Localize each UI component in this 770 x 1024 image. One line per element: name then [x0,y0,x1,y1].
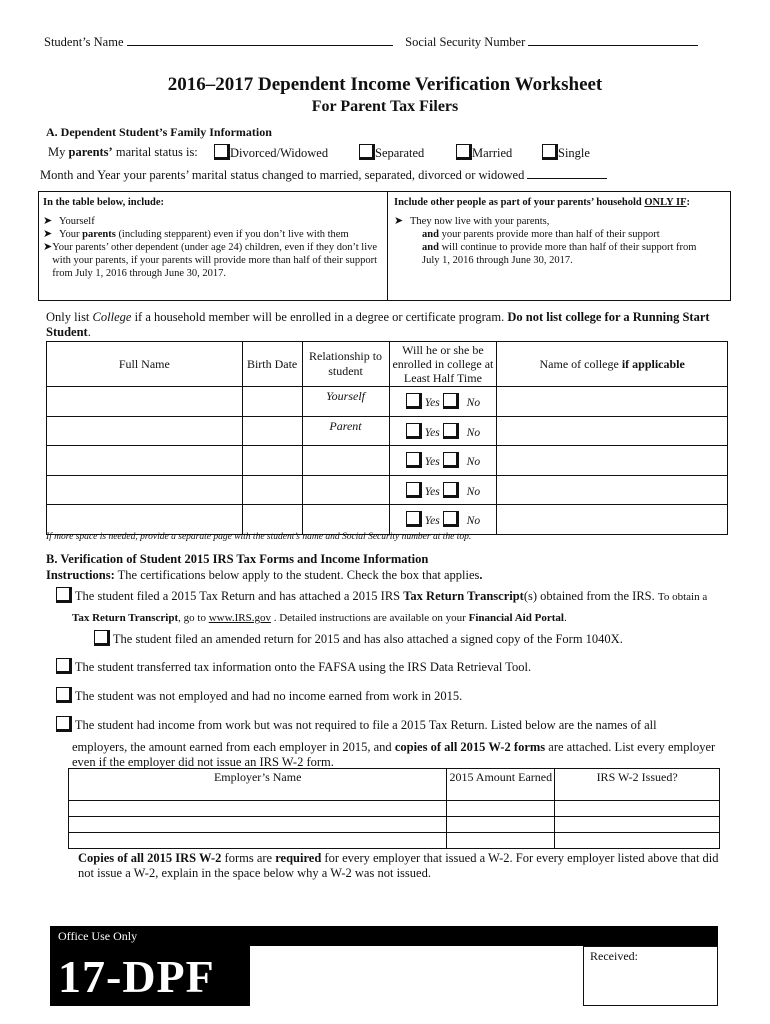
arrow-icon: ➤ [394,215,404,227]
yes-checkbox[interactable] [406,423,422,439]
marital-parents: parents’ [68,145,113,159]
option-label: Married [472,146,513,160]
cell-employer-name[interactable] [69,833,447,849]
office-use-label: Office Use Only [58,929,138,943]
yes-label: Yes [424,515,440,528]
marital-change-label: Month and Year your parents’ marital status changed to married, separated, divorced or widowed [40,168,525,182]
cell-birth-date[interactable] [242,446,302,476]
irs-link[interactable]: www.IRS.gov [208,612,271,624]
arrow-icon: ➤ [43,228,53,240]
checkbox[interactable] [94,630,110,646]
option-tax-transcript [56,587,707,604]
include-item [43,215,383,228]
household-row [47,446,728,476]
section-a-heading: A. Dependent Student’s Family Information [46,125,272,139]
t: The student filed an amended return for 2015 and has also attached a signed copy of the Form 1040X. [112,632,623,646]
employer-header-row [69,769,720,801]
t: . [87,325,91,339]
t: and [422,242,439,253]
yes-label: Yes [424,485,440,498]
household-header-row [47,342,728,387]
t: will continue to provide more than half of their support from [438,242,697,253]
no-checkbox[interactable] [443,423,459,439]
student-header [44,35,698,50]
header-w2-issued: IRS W-2 Issued? [555,769,720,801]
t: Your [59,229,83,240]
cell-college[interactable] [497,387,728,417]
cell-enrolled [389,446,497,476]
marital-change-field[interactable] [527,178,607,179]
include-item: July 1, 2016 through June 30, 2017. [422,255,573,266]
option-label: Divorced/Widowed [230,146,329,160]
yes-label: Yes [424,456,440,469]
cell-full-name[interactable] [47,387,243,417]
t: Tax Return Transcript [72,612,179,624]
marital-option-single[interactable] [542,144,590,161]
header-full-name: Full Name [47,342,243,387]
header-college [497,342,728,387]
cell-birth-date[interactable] [242,475,302,505]
arrow-icon: ➤ [43,215,53,227]
household-footnote: If more space is needed, provide a separate page with the student’s name and Social Security number at the top. [46,532,472,542]
marital-status-prompt [48,145,198,160]
t: Do not list college for a Running Start Student [46,310,710,339]
option-not-required-line2 [72,740,715,755]
header-relationship: Relationship to student [302,342,389,387]
employer-table [68,768,720,849]
cell-birth-date[interactable] [242,416,302,446]
cell-amount[interactable] [447,817,555,833]
cell-college[interactable] [497,416,728,446]
household-row [47,475,728,505]
t: Tax Return Transcript [403,589,524,603]
t: ONLY IF [644,197,687,208]
t: The student transferred tax information onto the FAFSA using the IRS Data Retrieval Tool. [74,660,532,674]
t: forms are [221,851,276,865]
page-title: 2016–2017 Dependent Income Verification Worksheet [167,74,603,95]
cell-enrolled [389,475,497,505]
household-table [46,341,728,535]
no-label: No [466,397,481,410]
header-amount: 2015 Amount Earned [447,769,555,801]
include-box [38,191,731,301]
cell-college[interactable] [497,446,728,476]
marital-option-separated[interactable] [359,144,424,161]
t: Name of college [539,356,622,371]
section-b-heading: B. Verification of Student 2015 IRS Tax Forms and Income Information [46,552,429,566]
t: (including stepparent) even if you don’t live with them [115,229,349,240]
cell-amount[interactable] [447,801,555,817]
option-not-required [56,716,657,733]
cell-full-name[interactable] [47,505,243,535]
yes-checkbox[interactable] [406,511,422,527]
t: employers, the amount earned from each employer in 2015, and [72,740,395,754]
cell-full-name[interactable] [47,446,243,476]
cell-college[interactable] [497,475,728,505]
no-checkbox[interactable] [443,482,459,498]
t: To obtain a [657,591,708,603]
w2-note [78,851,723,881]
t: . [479,568,483,582]
header-birth-date: Birth Date [242,342,302,387]
employer-row [69,833,720,849]
option-data-retrieval [56,658,531,675]
t: . [563,612,567,624]
t: The student was not employed and had no income earned from work in 2015. [74,689,463,703]
page-subtitle: For Parent Tax Filers [311,98,459,115]
t: and [422,229,439,240]
employer-row [69,817,720,833]
employer-row [69,801,720,817]
checkbox[interactable] [456,144,472,160]
office-code: 17-DPF [58,951,215,1002]
household-row [47,505,728,535]
include-item [394,241,729,254]
student-name-field[interactable] [127,45,393,46]
no-checkbox[interactable] [443,511,459,527]
include-left [43,196,383,280]
include-divider [387,192,388,301]
t: required [275,851,322,865]
t: The student filed a 2015 Tax Return and has attached a 2015 IRS [74,589,404,603]
include-item-text [59,228,349,241]
t: . Detailed instructions are available on your [270,612,469,624]
student-name-label: Student’s Name [44,35,124,49]
t: Include other people as part of your parents’ household [394,197,645,208]
cell-enrolled [389,416,497,446]
cell-enrolled [389,505,497,535]
include-item [394,228,729,241]
option-amended-return [94,630,623,647]
received-label: Received: [590,949,638,963]
household-row [47,416,728,446]
t: Only list [46,310,93,324]
t: your parents provide more than half of their support [438,229,660,240]
checkbox[interactable] [56,587,72,603]
include-item-text: They now live with your parents, [410,216,550,227]
ssn-field[interactable] [528,45,698,46]
include-item-text: Your parents’ other dependent (under age 24) children, even if they don’t live with your parents, if your parents will provide more than half of their support from July 1, 2016 through June 30, 2017. [52,242,378,279]
checkbox[interactable] [359,144,375,160]
cell-amount[interactable] [447,833,555,849]
marital-prefix-end: marital status is: [112,145,198,159]
t: Instructions: [46,568,115,582]
t: parents [82,229,116,240]
t: , go to [178,612,209,624]
cell-birth-date[interactable] [242,505,302,535]
option-tax-transcript-line2 [72,612,567,624]
arrow-icon: ➤ [43,241,53,253]
received-box[interactable] [583,946,718,1006]
checkbox[interactable] [56,716,72,732]
t: if a household member will be enrolled in a degree or certificate program. [131,310,508,324]
include-item [43,241,383,280]
cell-w2-issued[interactable] [555,801,720,817]
household-row [47,387,728,417]
include-item [394,215,729,228]
t: copies of all 2015 W-2 forms [394,740,546,754]
include-item-text: Yourself [59,216,95,227]
no-checkbox[interactable] [443,393,459,409]
include-item [43,228,383,241]
cell-relationship[interactable] [302,475,389,505]
marital-option-married[interactable] [456,144,512,161]
cell-w2-issued[interactable] [555,817,720,833]
include-right [394,196,729,267]
yes-checkbox[interactable] [406,452,422,468]
cell-employer-name[interactable] [69,817,447,833]
checkbox[interactable] [56,687,72,703]
header-employer-name: Employer’s Name [69,769,447,801]
cell-w2-issued[interactable] [555,833,720,849]
no-label: No [466,426,481,439]
t: The certifications below apply to the student. Check the box that applies [114,568,480,582]
yes-label: Yes [424,397,440,410]
marital-change-row [40,168,607,183]
ssn-label: Social Security Number [405,35,526,49]
checkbox[interactable] [56,658,72,674]
yes-checkbox[interactable] [406,482,422,498]
t: (s) obtained from the IRS. [523,589,658,603]
college-note [46,310,736,340]
no-label: No [466,485,481,498]
t: Copies of all 2015 IRS W-2 [78,851,222,865]
option-not-required-line3: even if the employer did not issue an IRS W-2 form. [72,755,334,769]
cell-full-name[interactable] [47,475,243,505]
checkbox[interactable] [542,144,558,160]
t: Financial Aid Portal [468,612,564,624]
marital-option-divorced[interactable] [214,144,328,161]
include-right-heading [394,196,729,209]
checkbox[interactable] [214,144,230,160]
no-label: No [466,515,481,528]
yes-checkbox[interactable] [406,393,422,409]
yes-label: Yes [424,426,440,439]
t: : [686,197,690,208]
option-label: Separated [375,146,425,160]
cell-relationship[interactable]: Yourself [302,387,389,417]
cell-relationship[interactable] [302,505,389,535]
option-not-employed [56,687,462,704]
cell-birth-date[interactable] [242,387,302,417]
cell-relationship[interactable] [302,446,389,476]
cell-full-name[interactable] [47,416,243,446]
t: are attached. List every employer [545,740,716,754]
t: College [92,310,132,324]
no-checkbox[interactable] [443,452,459,468]
t: if applicable [621,356,685,371]
office-code-box [50,946,250,1006]
office-use-bar [50,926,718,946]
cell-college[interactable] [497,505,728,535]
header-enrolled: Will he or she be enrolled in college at Least Half Time [389,342,497,387]
cell-employer-name[interactable] [69,801,447,817]
t: for every employer that issued a W-2. For every employer listed above that did not issue a W-2, explain in the space below why a W-2 was not issued. [78,851,719,880]
cell-relationship[interactable]: Parent [302,416,389,446]
include-left-heading: In the table below, include: [43,197,165,208]
section-b-instructions [46,568,483,583]
no-label: No [466,456,481,469]
cell-enrolled [389,387,497,417]
t: The student had income from work but was not required to file a 2015 Tax Return. Listed below are the names of all [74,718,657,732]
marital-prefix: My [48,145,69,159]
option-label: Single [558,146,590,160]
